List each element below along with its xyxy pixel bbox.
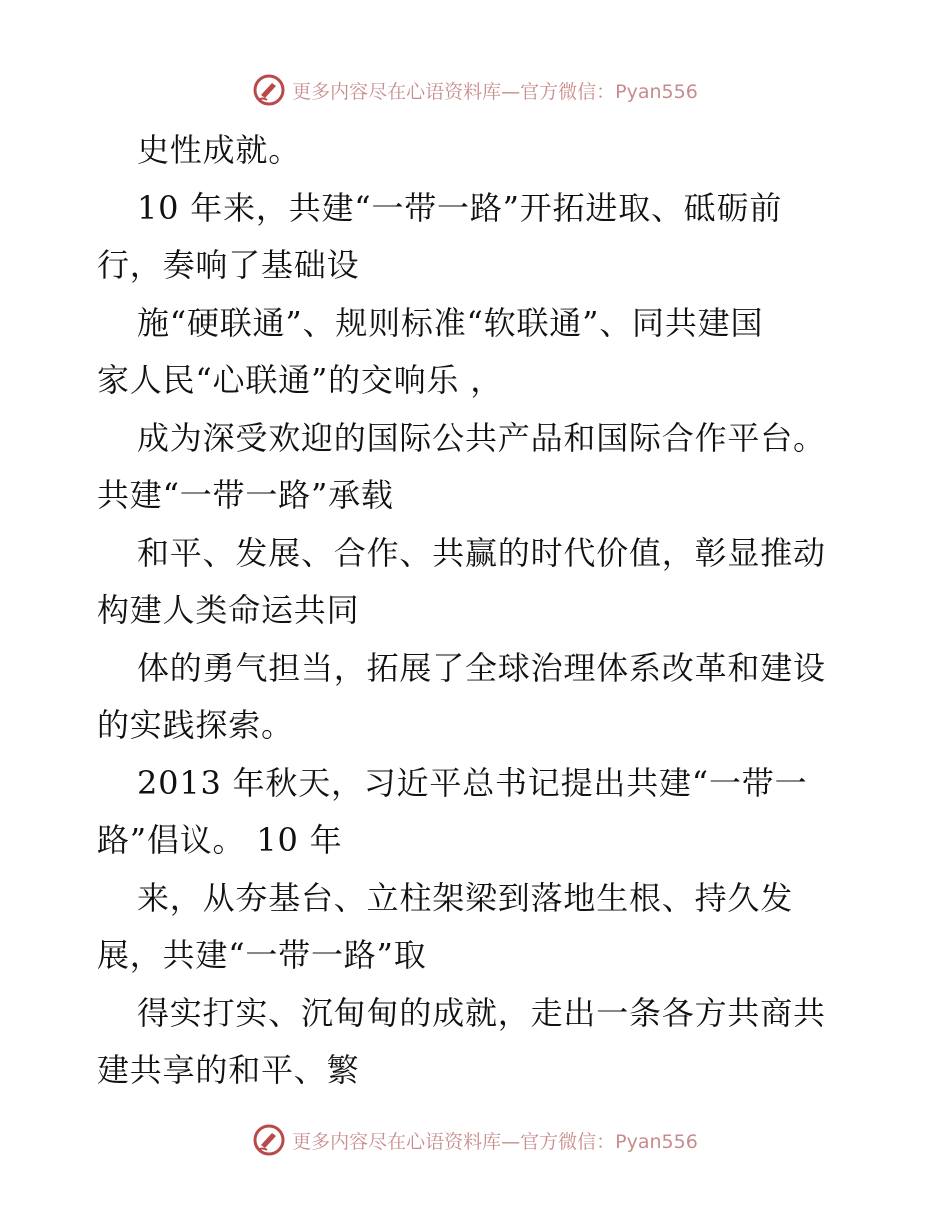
text-line: 2013 年秋天，习近平总书记提出共建“一带一 xyxy=(137,763,808,802)
text-line: 的实践探索。 xyxy=(97,706,294,744)
text-line: 构建人类命运共同 xyxy=(97,591,360,629)
header-banner xyxy=(0,70,950,110)
footer-banner-text: 更多内容尽在心语资料库—官方微信：Pyan556 xyxy=(292,1130,698,1153)
text-line: 施“硬联通”、规则标准“软联通”、同共建国 xyxy=(137,303,764,342)
text-line: 10 年来，共建“一带一路”开拓进取、砥砺前 xyxy=(137,188,783,227)
text-line: 建共享的和平、繁 xyxy=(97,1051,360,1089)
text-line: 史性成就。 xyxy=(137,131,302,169)
text-line: 共建“一带一路”承载 xyxy=(97,476,394,514)
text-line: 路”倡议。 10 年 xyxy=(97,821,343,859)
text-line: 家人民“心联通”的交响乐 ， xyxy=(97,361,504,399)
text-line: 来，从夯基台、立柱架梁到落地生根、持久发 xyxy=(137,878,794,917)
text-line: 和平、发展、合作、共赢的时代价值，彰显推动 xyxy=(137,533,826,572)
text-line: 得实打实、沉甸甸的成就，走出一条各方共商共 xyxy=(137,993,826,1032)
header-banner-text: 更多内容尽在心语资料库—官方微信：Pyan556 xyxy=(292,80,698,103)
text-line: 成为深受欢迎的国际公共产品和国际合作平台。 xyxy=(137,418,826,457)
text-line: 展，共建“一带一路”取 xyxy=(97,936,427,974)
red-seal-logo-icon xyxy=(252,1123,286,1157)
document-body xyxy=(97,122,857,1100)
red-seal-logo-icon xyxy=(252,73,286,107)
text-line: 体的勇气担当，拓展了全球治理体系改革和建设 xyxy=(137,648,826,687)
footer-banner xyxy=(0,1120,950,1160)
text-line: 行，奏响了基础设 xyxy=(97,246,360,284)
